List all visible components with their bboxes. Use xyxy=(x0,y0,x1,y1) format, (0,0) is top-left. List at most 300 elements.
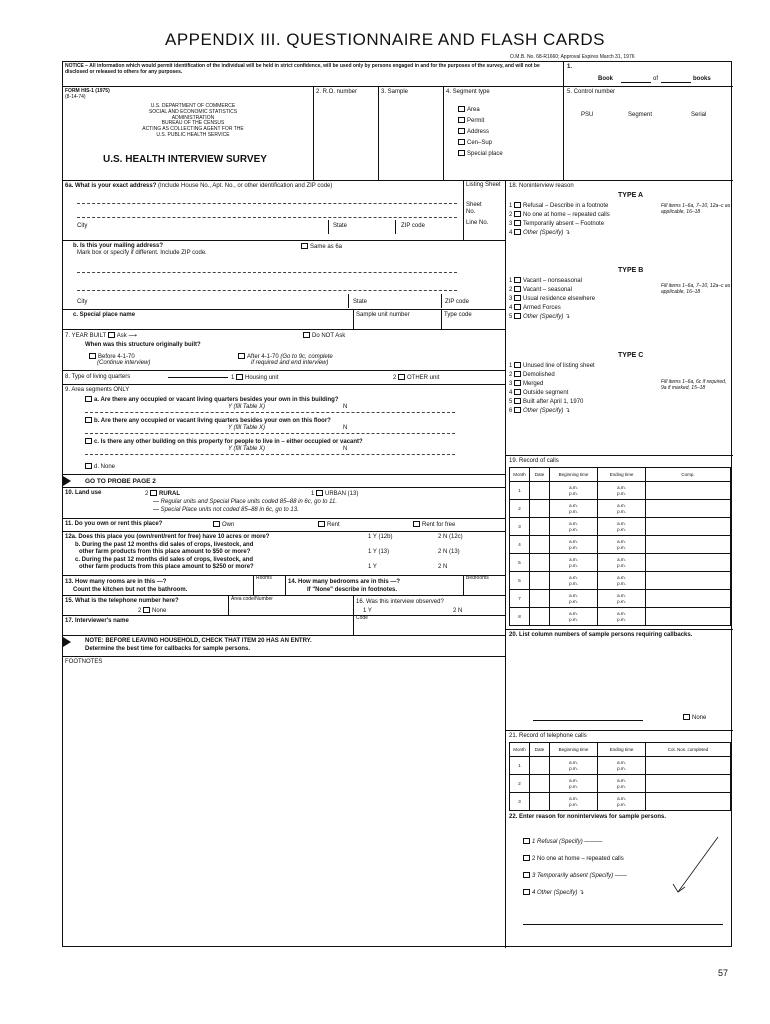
checkbox[interactable] xyxy=(318,521,325,527)
q11-free[interactable] xyxy=(413,521,455,529)
q6b-question: b. Is this your mailing address? xyxy=(73,243,164,249)
calls-table xyxy=(509,467,731,626)
typeC-title: TYPE C xyxy=(618,352,644,359)
pm: p.m. xyxy=(617,598,626,604)
q10-label: 10. Land use xyxy=(65,490,102,496)
typeC-note: Fill items 1–6a, 6c if required, 9a if marked, 15–18 xyxy=(661,379,727,391)
item-label: Other (Specify) xyxy=(523,230,564,236)
checkbox[interactable] xyxy=(301,243,308,249)
q9d[interactable] xyxy=(85,463,115,471)
none-label: None xyxy=(152,608,167,614)
q16-n[interactable]: 2 N xyxy=(453,608,463,614)
checkbox[interactable] xyxy=(143,607,150,613)
pm: p.m. xyxy=(617,580,626,586)
same-label: Same as 6a xyxy=(310,244,343,250)
checkbox[interactable] xyxy=(514,220,521,226)
q12b-n[interactable]: 2 N (13) xyxy=(438,549,460,555)
am: a.m. xyxy=(569,485,578,491)
q15-none[interactable] xyxy=(138,607,166,615)
code: 2 xyxy=(138,608,142,614)
q6a-label xyxy=(65,183,332,190)
typeB-item[interactable]: 1 Vacant – nonseasonal xyxy=(509,278,582,284)
arrow-icon xyxy=(63,637,71,647)
pm: p.m. xyxy=(569,508,578,514)
q7-title: 7. YEAR BUILT xyxy=(65,333,107,339)
option-label: Permit xyxy=(467,118,485,124)
segment-option[interactable] xyxy=(458,150,503,158)
segment-option[interactable] xyxy=(458,106,480,114)
table-row xyxy=(510,775,731,793)
q11-own[interactable] xyxy=(213,521,234,529)
page-title: APPENDIX III. QUESTIONNAIRE AND FLASH CARDS xyxy=(165,30,605,49)
q9c-text: c. Is there any other building on this property for people to live in – either occupied or vacant? xyxy=(94,439,363,445)
q6c-type: Type code xyxy=(444,312,472,318)
am: a.m. xyxy=(617,557,626,563)
box3-label: 3. Sample xyxy=(381,89,409,95)
row-num: 5 xyxy=(510,554,530,572)
q6b-zip: ZIP code xyxy=(445,299,469,305)
typeB-item[interactable]: 5 Other (Specify) ↴ xyxy=(509,314,571,320)
checkbox[interactable] xyxy=(523,872,530,878)
typeA-note: Fill items 1–6a, 7–10, 12a–c as applicable, 16–18 xyxy=(661,203,731,215)
col-header: Comp. xyxy=(646,468,731,482)
q6b-hint: Mark box or specify if different. Include ZIP code. xyxy=(77,250,207,256)
segment-option[interactable] xyxy=(458,117,484,125)
q7-donot[interactable] xyxy=(303,332,345,340)
q6c-question: c. Special place name xyxy=(73,312,136,318)
pm: p.m. xyxy=(569,765,578,771)
am: a.m. xyxy=(617,485,626,491)
after-note: (Go to 9c, complete xyxy=(280,354,333,360)
q22-item[interactable]: 4 Other (Specify) ↴ xyxy=(523,889,584,897)
own-label: Own xyxy=(222,522,235,528)
am: a.m. xyxy=(569,593,578,599)
checkbox[interactable] xyxy=(523,889,530,895)
col-header: Ending time xyxy=(598,743,646,757)
diagonal-arrow-icon xyxy=(663,832,723,902)
q15-label: 15. What is the telephone number here? xyxy=(65,598,179,604)
listing-sheet-label: Listing Sheet xyxy=(466,182,501,188)
page-number: 57 xyxy=(718,968,729,978)
q14-label: 14. How many bedrooms are in this —? xyxy=(288,579,401,585)
footnotes-label: FOOTNOTES xyxy=(65,659,103,665)
checkbox[interactable] xyxy=(85,417,92,423)
checkbox[interactable] xyxy=(514,362,521,368)
bedrooms-label: Bedrooms xyxy=(466,575,489,581)
checkbox[interactable] xyxy=(514,380,521,386)
q12a-y[interactable]: 1 Y (12b) xyxy=(368,534,393,540)
q7-label: 7. YEAR BUILT Ask ⟶ xyxy=(65,333,137,339)
checkbox[interactable] xyxy=(150,490,157,496)
q12c-n[interactable]: 2 N xyxy=(438,564,448,570)
q6a-hint: (Include House No., Apt. No., or other identification and ZIP code) xyxy=(158,183,333,189)
option-label: Area xyxy=(467,107,480,113)
row-num: 4 xyxy=(510,536,530,554)
pm: p.m. xyxy=(617,765,626,771)
pm: p.m. xyxy=(569,580,578,586)
pm: p.m. xyxy=(569,783,578,789)
item-label: 2 No one at home – repeated calls xyxy=(532,856,624,862)
typeC-item[interactable]: 5 Built after April 1, 1970 xyxy=(509,399,584,405)
q11-rent[interactable] xyxy=(318,521,340,529)
item-label: Merged xyxy=(523,381,544,387)
ask-label: Ask xyxy=(116,333,127,339)
am: a.m. xyxy=(569,557,578,563)
q12c-y[interactable]: 1 Y xyxy=(368,564,377,570)
q7-after-note2: if required and end interview) xyxy=(251,360,329,366)
typeC-item[interactable]: 2 Demolished xyxy=(509,372,555,378)
item-label: No one at home – repeated calls xyxy=(523,212,610,218)
item-label: Outside segment xyxy=(523,390,569,396)
form-number: FORM HIS-1 (1975) xyxy=(65,88,110,94)
q6a-question: 6a. What is your exact address? xyxy=(65,183,157,189)
am: a.m. xyxy=(569,539,578,545)
checkbox[interactable] xyxy=(85,396,92,402)
checkbox[interactable] xyxy=(458,139,465,145)
typeB-item[interactable]: 2 Vacant – seasonal xyxy=(509,287,572,293)
am: a.m. xyxy=(617,521,626,527)
rural-label: RURAL xyxy=(159,491,181,497)
typeA-item[interactable]: 1 Refusal – Describe in a footnote xyxy=(509,203,609,209)
q7-question: When was this structure originally built? xyxy=(85,342,201,348)
checkbox[interactable] xyxy=(683,714,690,720)
form-sub: (8-14-74) xyxy=(65,94,86,100)
table-row xyxy=(510,572,731,590)
table-row xyxy=(510,518,731,536)
agency-line: U.S. PUBLIC HEALTH SERVICE xyxy=(156,131,230,138)
agency-line: U.S. DEPARTMENT OF COMMERCE xyxy=(150,103,236,109)
checkbox[interactable] xyxy=(523,838,530,844)
checkbox[interactable] xyxy=(514,398,521,404)
q6a-state: State xyxy=(333,223,348,229)
checkbox[interactable] xyxy=(514,295,521,301)
note-line2: Determine the best time for callbacks for sample persons. xyxy=(85,646,251,652)
q18-label: 18. Noninterview reason xyxy=(509,183,574,189)
typeB-item[interactable]: 4 Armed Forces xyxy=(509,305,561,311)
books-label: books xyxy=(693,76,711,82)
q10-line2: — Special Place units not coded 85–88 in 6c, go to 13. xyxy=(153,507,299,513)
q6a-city: City xyxy=(77,223,88,229)
q9a[interactable] xyxy=(85,396,339,404)
item-label: Refusal – Describe in a footnote xyxy=(523,203,609,209)
q19-label: 19. Record of calls xyxy=(509,458,559,464)
q9b-n: N xyxy=(343,425,348,431)
pm: p.m. xyxy=(569,490,578,496)
checkbox[interactable] xyxy=(458,106,465,112)
checkbox[interactable] xyxy=(514,313,521,319)
q9b-text: b. Are there any occupied or vacant living quarters besides your own on this floor? xyxy=(94,418,331,424)
typeB-note: Fill items 1–6a, 7–10, 12a–c as applicable, 16–18 xyxy=(661,283,731,295)
typeA-item[interactable]: 3 Temporarily absent – Footnote xyxy=(509,221,605,227)
q10-rural[interactable] xyxy=(145,490,180,498)
q12b-1: b. During the past 12 months did sales of crops, livestock, and xyxy=(75,542,254,548)
typeA-item[interactable]: 4 Other (Specify) ↴ xyxy=(509,230,571,236)
checkbox[interactable] xyxy=(514,286,521,292)
row-num: 2 xyxy=(510,775,530,793)
checkbox[interactable] xyxy=(85,463,92,469)
book-label: Book xyxy=(598,76,613,82)
checkbox[interactable] xyxy=(236,374,243,380)
segment-label: Segment xyxy=(628,112,653,118)
q11-label: 11. Do you own or rent this place? xyxy=(65,521,163,527)
am: a.m. xyxy=(569,760,578,766)
box4-label: 4. Segment type xyxy=(446,89,490,95)
q9b[interactable] xyxy=(85,417,331,425)
row-num: 7 xyxy=(510,590,530,608)
checkbox[interactable] xyxy=(108,332,115,338)
checkbox[interactable] xyxy=(458,128,465,134)
item-label: Built after April 1, 1970 xyxy=(523,399,584,405)
q9c-y: Y (fill Table X) xyxy=(228,446,266,452)
pm: p.m. xyxy=(569,562,578,568)
item-label: Temporarily absent – Footnote xyxy=(523,221,605,227)
q9d-text: d. None xyxy=(94,464,116,470)
am: a.m. xyxy=(569,796,578,802)
agency-line: ACTING AS COLLECTING AGENT FOR THE xyxy=(142,126,244,132)
pm: p.m. xyxy=(617,801,626,807)
item-label: 3 Temporarily absent (Specify) xyxy=(532,873,614,879)
q6b-city: City xyxy=(77,299,88,305)
code: 2 xyxy=(393,375,397,381)
phone-calls-table xyxy=(509,742,731,811)
pm: p.m. xyxy=(617,526,626,532)
col-header: Month xyxy=(510,743,530,757)
rooms-label: Rooms xyxy=(256,575,272,581)
q21-label: 21. Record of telephone calls xyxy=(509,733,587,739)
checkbox[interactable] xyxy=(458,150,465,156)
pm: p.m. xyxy=(569,616,578,622)
checkbox[interactable] xyxy=(514,229,521,235)
q6b-same[interactable] xyxy=(301,243,342,251)
row-num: 8 xyxy=(510,608,530,626)
agency-line: ADMINISTRATION xyxy=(171,114,215,121)
q12b-y[interactable]: 1 Y (13) xyxy=(368,549,390,555)
pm: p.m. xyxy=(617,490,626,496)
pm: p.m. xyxy=(617,562,626,568)
checkbox[interactable] xyxy=(85,438,92,444)
q10-line1: — Regular units and Special Place units coded 85–88 in 6c, go to 11. xyxy=(153,499,338,505)
serial-label: Serial xyxy=(691,112,707,118)
urban-label: URBAN (13) xyxy=(325,491,359,497)
table-row xyxy=(510,482,731,500)
typeB-item[interactable]: 3 Usual residence elsewhere xyxy=(509,296,596,302)
checkbox[interactable] xyxy=(458,117,465,123)
box5-label: 5. Control number xyxy=(567,89,616,95)
form-frame xyxy=(62,61,732,947)
box1-number: 1. xyxy=(567,64,573,70)
item-label: Usual residence elsewhere xyxy=(523,296,596,302)
checkbox[interactable] xyxy=(213,521,220,527)
col-header: Beginning time xyxy=(550,468,598,482)
q12b-2: other farm products from this place amount to $50 or more? xyxy=(79,549,251,555)
phone-code-label: Area code/Number xyxy=(231,596,273,602)
code: 2 xyxy=(145,491,149,497)
q9a-n: N xyxy=(343,404,348,410)
before-label: Before 4-1-70 xyxy=(98,354,135,360)
q9a-text: a. Are there any occupied or vacant living quarters besides your own in this building? xyxy=(94,397,339,403)
option-label: Address xyxy=(467,129,490,135)
segment-option[interactable] xyxy=(458,139,492,147)
item-label: Unused line of listing sheet xyxy=(523,363,595,369)
checkbox[interactable] xyxy=(413,521,420,527)
am: a.m. xyxy=(617,575,626,581)
am: a.m. xyxy=(569,778,578,784)
item-label: Vacant – nonseasonal xyxy=(523,278,582,284)
option-label: Special place xyxy=(467,151,503,157)
table-row xyxy=(510,793,731,811)
am: a.m. xyxy=(617,796,626,802)
table-row xyxy=(510,500,731,518)
survey-name: U.S. HEALTH INTERVIEW SURVEY xyxy=(103,154,267,165)
table-row xyxy=(510,757,731,775)
am: a.m. xyxy=(617,503,626,509)
col-header: Ending time xyxy=(598,468,646,482)
q22-item[interactable]: 3 Temporarily absent (Specify) —— xyxy=(523,872,627,880)
omb-number: O.M.B. No. 68-R1660; Approval Expires March 31, 1976 xyxy=(510,54,635,60)
item-label: Vacant – seasonal xyxy=(523,287,572,293)
checkbox[interactable] xyxy=(398,374,405,380)
row-num: 3 xyxy=(510,518,530,536)
item-label: 1 Refusal (Specify) xyxy=(532,839,583,845)
q12a: 12a. Does this place you (own/rent/rent for free) have 10 acres or more? xyxy=(65,534,270,540)
agency-block xyxy=(93,104,293,139)
q8-housing[interactable] xyxy=(231,374,278,382)
checkbox[interactable] xyxy=(514,389,521,395)
donot-label: Do NOT Ask xyxy=(312,333,346,339)
checkbox[interactable] xyxy=(514,277,521,283)
q14-hint: If "None" describe in footnotes. xyxy=(307,587,398,593)
pm: p.m. xyxy=(617,508,626,514)
q7-before-note: (Continue interview) xyxy=(97,360,151,366)
col-header: Date xyxy=(530,743,550,757)
col-header: Col. Nos. completed xyxy=(646,743,731,757)
code: 1 xyxy=(231,375,235,381)
q9c[interactable] xyxy=(85,438,363,446)
q9c-n: N xyxy=(343,446,348,452)
after-label: After 4-1-70 xyxy=(247,354,279,360)
q22-item[interactable] xyxy=(523,855,624,863)
typeB-title: TYPE B xyxy=(618,267,644,274)
of-label: of xyxy=(653,76,659,82)
q16-label: 16. Was this interview observed? xyxy=(356,599,444,605)
typeC-item[interactable]: 1 Unused line of listing sheet xyxy=(509,363,595,369)
housing-label: Housing unit xyxy=(245,375,279,381)
checkbox[interactable] xyxy=(316,490,323,496)
q9a-y: Y (fill Table X) xyxy=(228,404,266,410)
arrow-icon xyxy=(63,476,71,486)
code-label: Code xyxy=(356,615,368,621)
row-num: 2 xyxy=(510,500,530,518)
q22-item[interactable]: 1 Refusal (Specify) ——— xyxy=(523,838,602,846)
table-row xyxy=(510,608,731,626)
checkbox[interactable] xyxy=(514,202,521,208)
am: a.m. xyxy=(617,539,626,545)
checkbox[interactable] xyxy=(514,407,521,413)
agency-line: SOCIAL AND ECONOMIC STATISTICS xyxy=(148,108,238,115)
item-label: Armed Forces xyxy=(523,305,561,311)
q12c-1: c. During the past 12 months did sales of crops, livestock, and xyxy=(75,557,254,563)
q13-hint: Count the kitchen but not the bathroom. xyxy=(73,587,188,593)
row-num: 3 xyxy=(510,793,530,811)
typeA-item[interactable]: 2 No one at home – repeated calls xyxy=(509,212,610,218)
q13-label: 13. How many rooms are in this —? xyxy=(65,579,167,585)
typeC-item[interactable]: 6 Other (Specify) ↴ xyxy=(509,408,571,414)
agency-line: BUREAU OF THE CENSUS xyxy=(161,120,225,127)
pm: p.m. xyxy=(617,616,626,622)
checkbox[interactable] xyxy=(514,211,521,217)
q8-other[interactable] xyxy=(393,374,439,382)
am: a.m. xyxy=(569,575,578,581)
pm: p.m. xyxy=(569,801,578,807)
q16-y[interactable]: 1 Y xyxy=(363,608,372,614)
checkbox[interactable] xyxy=(89,353,96,359)
sheet-no-label: Sheet No. xyxy=(466,202,482,215)
checkbox[interactable] xyxy=(238,353,245,359)
option-label: Cen–Sup xyxy=(467,140,493,146)
pm: p.m. xyxy=(569,598,578,604)
am: a.m. xyxy=(617,611,626,617)
table-row xyxy=(510,554,731,572)
psu-label: PSU xyxy=(581,112,594,118)
q6c-unit: Sample unit number xyxy=(356,312,410,318)
segment-option[interactable] xyxy=(458,128,489,136)
box2-label: 2. R.O. number xyxy=(316,89,358,95)
pm: p.m. xyxy=(617,544,626,550)
rent-label: Rent xyxy=(327,522,340,528)
q10-urban[interactable] xyxy=(311,490,358,498)
pm: p.m. xyxy=(569,544,578,550)
typeA-title: TYPE A xyxy=(618,192,644,199)
item-label: 4 Other (Specify) xyxy=(532,890,578,896)
typeC-item[interactable]: 3 Merged xyxy=(509,381,544,387)
col-header: Beginning time xyxy=(550,743,598,757)
probe-instruction: GO TO PROBE PAGE 2 xyxy=(85,478,156,485)
col-header: Month xyxy=(510,468,530,482)
q9-label: 9. Area segments ONLY xyxy=(65,387,130,393)
checkbox[interactable] xyxy=(514,371,521,377)
row-num: 6 xyxy=(510,572,530,590)
am: a.m. xyxy=(569,611,578,617)
q12c-2: other farm products from this place amount to $250 or more? xyxy=(79,564,254,570)
am: a.m. xyxy=(617,778,626,784)
notice-text: NOTICE – All information which would permit identification of the individual will be held in strict confidence, will be used only by persons engaged in and for the purposes of the survey, and will not be disclosed or released to others for any purposes. xyxy=(65,63,540,75)
typeC-item[interactable]: 4 Outside segment xyxy=(509,390,569,396)
row-num: 1 xyxy=(510,757,530,775)
checkbox[interactable] xyxy=(523,855,530,861)
q12a-n[interactable]: 2 N (12c) xyxy=(438,534,463,540)
am: a.m. xyxy=(617,760,626,766)
am: a.m. xyxy=(569,503,578,509)
pm: p.m. xyxy=(617,783,626,789)
am: a.m. xyxy=(617,593,626,599)
q20-label: 20. List column numbers of sample persons requiring callbacks. xyxy=(509,632,693,638)
q20-none[interactable] xyxy=(683,714,706,722)
item-label: Demolished xyxy=(523,372,555,378)
checkbox[interactable] xyxy=(303,332,310,338)
line-no-label: Line No. xyxy=(466,220,489,226)
q6b-state: State xyxy=(353,299,368,305)
pm: p.m. xyxy=(569,526,578,532)
note-line1: NOTE: BEFORE LEAVING HOUSEHOLD, CHECK THAT ITEM 20 HAS AN ENTRY. xyxy=(85,638,312,644)
free-label: Rent for free xyxy=(422,522,456,528)
q6a-zip: ZIP code xyxy=(401,223,425,229)
row-num: 1 xyxy=(510,482,530,500)
checkbox[interactable] xyxy=(514,304,521,310)
am: a.m. xyxy=(569,521,578,527)
q22-label: 22. Enter reason for noninterviews for sample persons. xyxy=(509,814,667,820)
q17-label: 17. Interviewer's name xyxy=(65,618,129,624)
none-label: None xyxy=(692,715,707,721)
